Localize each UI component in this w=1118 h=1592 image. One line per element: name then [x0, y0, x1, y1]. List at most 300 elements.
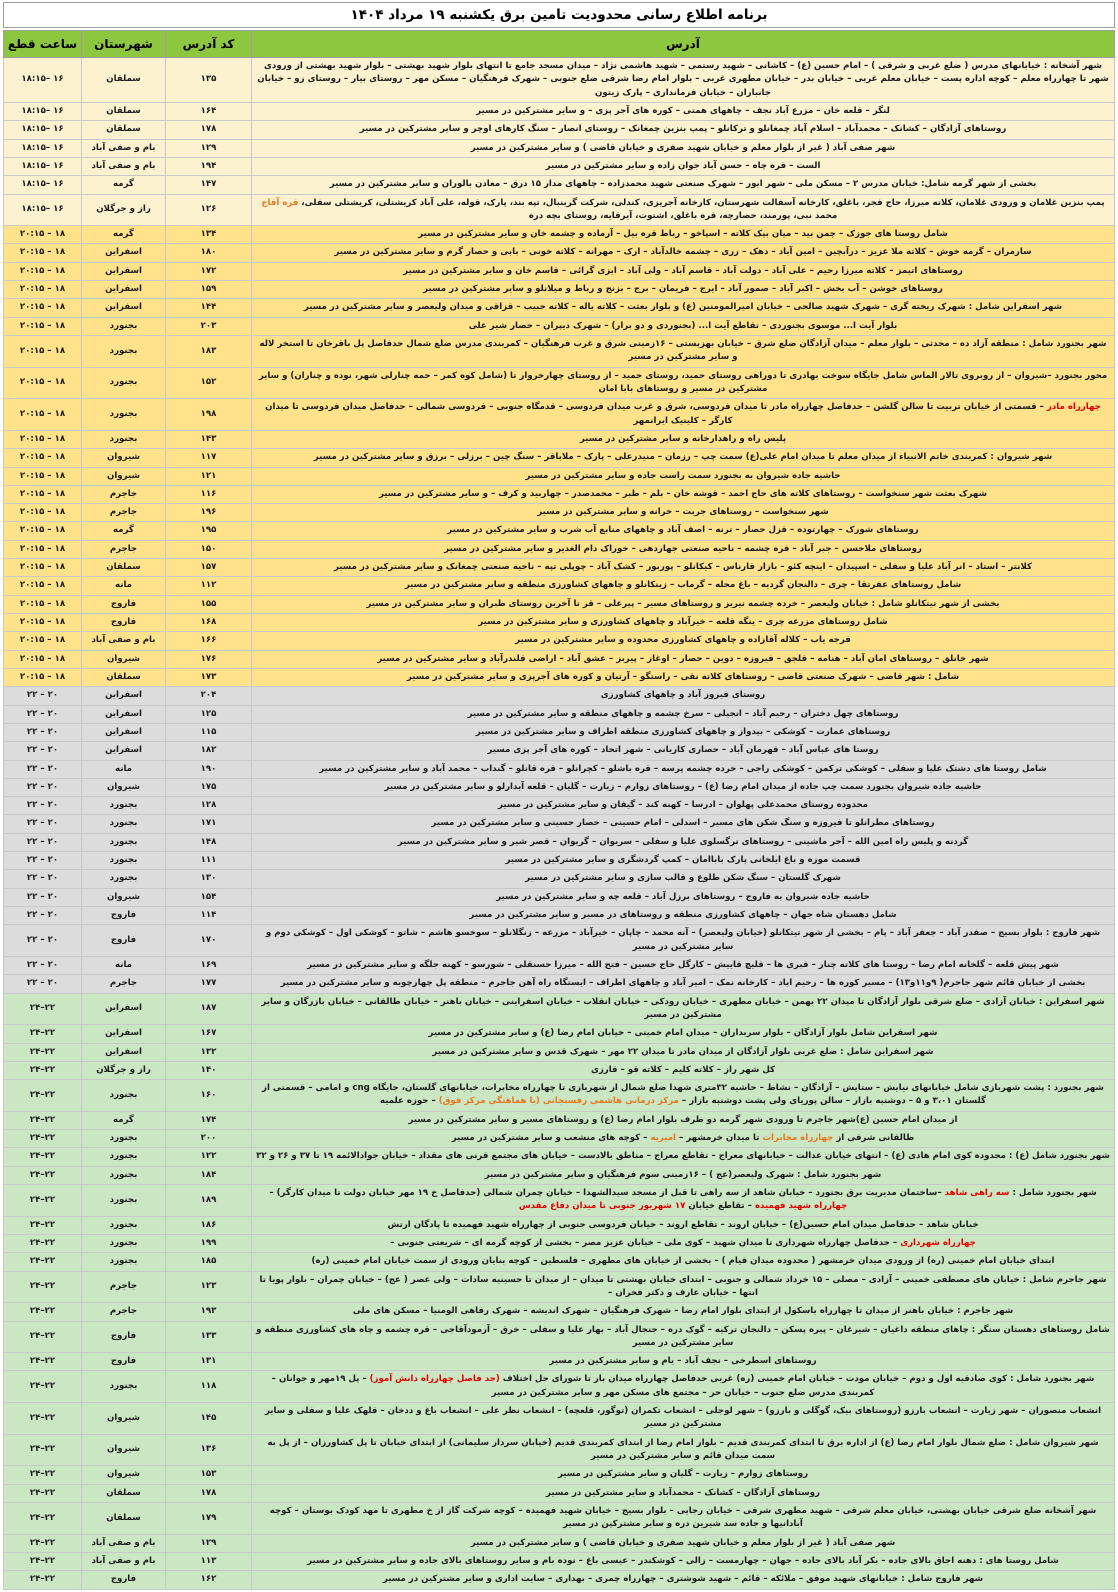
table-row — [4, 559, 1115, 577]
address-cell — [252, 1552, 1115, 1570]
table-row — [4, 852, 1115, 870]
outage-time-cell: ۲۲–۲۴ — [4, 1552, 82, 1570]
county-cell: شیروان — [82, 1434, 166, 1466]
address-cell — [252, 650, 1115, 668]
outage-time-cell: ۲۲–۲۴ — [4, 1185, 82, 1217]
address-code-cell: ۱۳۰ — [166, 870, 252, 888]
outage-time-cell: ۱۸ – ۲۰:۱۵ — [4, 504, 82, 522]
outage-time-cell: ۱۸ – ۲۰:۱۵ — [4, 522, 82, 540]
address-code-cell: ۱۵۰ — [166, 540, 252, 558]
address-code-cell: ۱۶۴ — [166, 102, 252, 120]
address-segment: شهر اسفراین شامل بلوار آزادگان – بلوار سربداران – میدان امام خمینی – خیابان امام رضا (ع) و سایر مشترکین در مسیر — [428, 1028, 938, 1039]
county-cell: فاروج — [82, 1353, 166, 1371]
address-segment: محدوده روستای محمدعلی پهلوان – ادرسا – کهنه کند – گیفان و سایر مشترکین در مسیر — [498, 800, 868, 811]
address-cell — [252, 577, 1115, 595]
outage-time-cell: ۲۲–۲۴ — [4, 1025, 82, 1043]
address-segment: روستاهای اتیمز – کلاته میرزا رحیم – علی آباد – دولت آباد – قاسم آباد – ولی آباد – ایزی گرائی – قاسم خان و سایر مشترکین در مسیر — [403, 265, 963, 276]
county-cell: بام و صفی آباد — [82, 1534, 166, 1552]
address-segment: روستاهای چهل دختران – رحیم آباد – انجیلی – سرخ چشمه و چاههای منطقه و سایر مشترکین در مسیر — [467, 708, 899, 719]
outage-time-cell: ۱۸ – ۲۰:۱۵ — [4, 595, 82, 613]
county-cell: اسفراین — [82, 993, 166, 1025]
table-row — [4, 121, 1115, 139]
address-cell — [252, 194, 1115, 226]
county-cell: فاروج — [82, 595, 166, 613]
address-segment: محور بجنورد –شیروان – از روبروی تالار الماس شامل جایگاه سوخت بهادری تا دوراهی روستای حمید، روستای حمید – از روستای چهارخروار تا (شامل کوه کمر – حمه چنارلی شهر، نوده و چناران) و سایر مشترکین در مسیر و روستاهای بابا امان — [258, 370, 1108, 394]
table-body — [4, 58, 1115, 1590]
address-code-cell: ۱۸۴ — [166, 1166, 252, 1184]
address-code-cell: ۱۶۶ — [166, 632, 252, 650]
outage-time-cell: ۲۲–۲۴ — [4, 1303, 82, 1321]
address-code-cell: ۱۹۴ — [166, 157, 252, 175]
address-code-cell: ۱۳۳ — [166, 1321, 252, 1353]
address-segment: شامل روستاهای دهستان سنگر : چاهای منطقه داغیان – شیرغان – پیره پسکن – دالنجان ترکیه – گوک دره – جنجال آباد – بهار علیا و سفلی – خرق – آرمودآقاجی – قره چشمه و چاه های کشاورزی منطقه و سایر مشترکین در مسیر — [256, 1324, 1110, 1348]
address-code-cell: ۱۹۰ — [166, 760, 252, 778]
table-row — [4, 467, 1115, 485]
address-segment: روستاهای مطرانلو تا فیروزه و سنگ شکن های مسیر – اسدلی – امام حسینی – حصار حسینی و سایر مشترکین در مسیر — [431, 818, 935, 829]
address-code-cell: ۱۷۳ — [166, 668, 252, 686]
table-row — [4, 1271, 1115, 1303]
address-cell — [252, 1353, 1115, 1371]
address-segment: شامل روستا های جوزک – چمن بید – میان بیک کلاته – اسپاخو – رباط قره بیل – آرماده و چشمه خان و سایر مشترکین در مسیر — [418, 229, 948, 240]
address-cell — [252, 888, 1115, 906]
address-cell — [252, 993, 1115, 1025]
address-code-cell: ۱۷۱ — [166, 815, 252, 833]
address-highlight-segment: قره آقاج — [261, 197, 299, 208]
address-segment: شامل روستا های دشتک علیا و سفلی – کوشکی ترکمن – کوشکی راجی – خرده چشمه پرسه – قره باشلو – کچرانلو – قره قانلو – گنداب – محمد آباد و سایر مشترکین در مسیر — [319, 763, 1047, 774]
table-row — [4, 194, 1115, 226]
outage-time-cell: ۱۸ – ۲۰:۱۵ — [4, 467, 82, 485]
outage-time-cell: ۱۶ –۱۸:۱۵ — [4, 194, 82, 226]
outage-time-cell: ۲۲–۲۴ — [4, 993, 82, 1025]
county-cell: مانه — [82, 760, 166, 778]
outage-time-cell: ۲۲–۲۴ — [4, 1321, 82, 1353]
address-cell — [252, 1111, 1115, 1129]
address-segment: روستا های عباس آباد – قهرمان آباد – حصاری کاریانی – شهر اتحاد – کوره های آجر پزی مسیر — [487, 745, 879, 756]
address-cell — [252, 1253, 1115, 1271]
address-code-cell: ۱۲۹ — [166, 139, 252, 157]
table-row — [4, 760, 1115, 778]
outage-time-cell: ۱۶ –۱۸:۱۵ — [4, 157, 82, 175]
table-row — [4, 367, 1115, 399]
address-cell — [252, 1025, 1115, 1043]
outage-time-cell: ۲۲–۲۴ — [4, 1216, 82, 1234]
county-cell: جاجرم — [82, 485, 166, 503]
table-row — [4, 1321, 1115, 1353]
table-row — [4, 687, 1115, 705]
table-row — [4, 504, 1115, 522]
address-cell — [252, 1466, 1115, 1484]
column-header-time: ساعت قطع — [4, 31, 82, 58]
table-row — [4, 1571, 1115, 1589]
address-code-cell: ۱۶۹ — [166, 956, 252, 974]
column-header-county: شهرستان — [82, 31, 166, 58]
address-cell — [252, 614, 1115, 632]
county-cell: بجنورد — [82, 797, 166, 815]
address-cell — [252, 705, 1115, 723]
address-segment: قسمت موزه و باغ ایلخانی پارک باباامان – کمپ گردشگری و سایر مشترکین در مسیر — [505, 855, 861, 866]
address-code-cell: ۱۵۴ — [166, 888, 252, 906]
address-segment: شهر آشخانه : خیابانهای مدرس ( ضلع غربی و شرقی ) – امام حسین (ع) – کاشانی – شهید رستمی – شهید هاشمی نژاد – میدان مسجد جامع تا انتهای بلوار شهید بهشتی – بلوار شهید بهشتی از ورودی شهر تا چهارراه معلم – کوچه اداره پست – خیابان معلم غربی – خیابان بدر – خیابان مطهری غربی – بلوار امام رضا شرقی ضلع جنوبی – شهرک فرهنگیان – مسکن مهر – روستای بیار – روستای زو – خیابان جانباران – خیابان فرمانداری – پارک زیتون — [257, 61, 1109, 98]
county-cell: بجنورد — [82, 833, 166, 851]
address-segment: خیابان شاهد – حدفاصل میدان امام حسین(ع) – خیابان اروند – تقاطع اروند – خیابان فردوسی جنوبی از چهارراه شهید فهمیده تا پادگان ارتش — [387, 1219, 979, 1230]
address-cell — [252, 58, 1115, 103]
address-code-cell: ۱۱۷ — [166, 449, 252, 467]
county-cell: فاروج — [82, 1571, 166, 1589]
table-row — [4, 742, 1115, 760]
county-cell: بام و صفی آباد — [82, 1552, 166, 1570]
county-cell: مانه — [82, 577, 166, 595]
outage-time-cell: ۲۲–۲۴ — [4, 1234, 82, 1252]
address-cell — [252, 336, 1115, 368]
county-cell: بجنورد — [82, 815, 166, 833]
outage-time-cell: ۲۰ – ۲۲ — [4, 956, 82, 974]
county-cell: گرمه — [82, 1111, 166, 1129]
table-row — [4, 1234, 1115, 1252]
address-code-cell: ۱۸۹ — [166, 1185, 252, 1217]
address-segment: شهر صفی آباد ( غیر از بلوار معلم و خیابان شهید صفری و خیابان قاضی ) و سایر مشترکین در مسیر — [470, 142, 896, 153]
address-code-cell: ۱۱۶ — [166, 485, 252, 503]
outage-time-cell: ۱۸ – ۲۰:۱۵ — [4, 226, 82, 244]
county-cell: فاروج — [82, 925, 166, 957]
address-segment: شامل روستاهای عفرتقا – چری – دالنجان گردیه – باغ محله – گرماب – زینکانلو و چاههای کشاورزی منطقه و سایر مشترکین در مسیر — [404, 580, 962, 591]
county-cell: سملقان — [82, 102, 166, 120]
outage-time-cell: ۱۸ – ۲۰:۱۵ — [4, 632, 82, 650]
county-cell: جاجرم — [82, 1303, 166, 1321]
outage-time-cell: ۲۰ – ۲۲ — [4, 815, 82, 833]
outage-time-cell: ۱۸ – ۲۰:۱۵ — [4, 262, 82, 280]
table-row — [4, 139, 1115, 157]
county-cell: شیروان — [82, 778, 166, 796]
address-cell — [252, 1130, 1115, 1148]
address-code-cell: ۱۲۹ — [166, 1534, 252, 1552]
address-segment: شهر پیش قلعه – گلخانه امام رضا – روستا های کلاته چنار – قبری ها – قلیچ قاییش – کارگل حاج حسین – فتح الله – میرزا حسنقلی – شورسو – کهنه جلگه و سایر مشترکین در مسیر — [307, 959, 1059, 970]
address-cell — [252, 244, 1115, 262]
outage-time-cell: ۲۲–۲۴ — [4, 1111, 82, 1129]
address-highlight-segment: (حد فاصل چهارراه دانش آموز) — [369, 1374, 500, 1385]
address-segment: شهر فاروج : بلوار بسیج – صفدر آباد – جعفر آباد – پام – بخشی از شهر تیتکانلو (خیابان ولیعصر) – آنه محمد – چاپان – خیرآباد – مزرعه – زنگلانلو – سوخسو هاشم – شاتو – کوشکی اول – کوشکی دوم و سایر مشترکین در مسیر — [265, 928, 1101, 952]
outage-time-cell: ۱۶ –۱۸:۱۵ — [4, 121, 82, 139]
table-row — [4, 1080, 1115, 1112]
address-highlight-segment: چهارراه مادر — [1046, 402, 1101, 413]
address-cell — [252, 1061, 1115, 1079]
outage-time-cell: ۲۲–۲۴ — [4, 1434, 82, 1466]
address-segment: محمد نبی، پورمند، حصارچه، قره باغلق، اشتوت، آیرقایه، روستای بچه دره — [528, 210, 838, 221]
address-code-cell: ۱۹۶ — [166, 504, 252, 522]
address-cell — [252, 522, 1115, 540]
address-cell — [252, 852, 1115, 870]
address-segment: شهر بجنورد شامل : منطقه آزاد ده – محدثی – بلوار معلم – میدان آزادگان ضلع شرق – خیابان بهزیستی – ۱۶زمینی شرق و غرب فرهنگیان – کمربندی مدرس ضلع شمال حدفاصل پل باقرخان تا استخر لاله و سایر مشترکین در مسیر — [259, 339, 1107, 363]
address-cell — [252, 367, 1115, 399]
address-code-cell: ۱۵۵ — [166, 595, 252, 613]
county-cell: شیروان — [82, 650, 166, 668]
outage-time-cell: ۲۰ – ۲۲ — [4, 760, 82, 778]
county-cell: سملقان — [82, 1502, 166, 1534]
address-segment: شهرک گلستان – سنگ شکن طلوع و قالب سازی و سایر مشترکین در مسیر — [525, 873, 841, 884]
county-cell: بجنورد — [82, 336, 166, 368]
table-row — [4, 317, 1115, 335]
address-code-cell: ۱۲۸ — [166, 797, 252, 815]
address-code-cell: ۱۴۰ — [166, 1061, 252, 1079]
address-segment: شامل دهستان شاه جهان – چاههای کشاورزی منطقه و روستاهای در مسیر و سایر مشترکین در مسیر — [469, 910, 897, 920]
address-cell — [252, 449, 1115, 467]
address-code-cell: ۱۸۲ — [166, 742, 252, 760]
county-cell: بام و صفی آباد — [82, 139, 166, 157]
address-code-cell: ۱۸۷ — [166, 993, 252, 1025]
outage-time-cell: ۱۸ – ۲۰:۱۵ — [4, 650, 82, 668]
county-cell: گرمه — [82, 176, 166, 194]
outage-time-cell: ۱۸ – ۲۰:۱۵ — [4, 577, 82, 595]
address-code-cell: ۱۸۰ — [166, 244, 252, 262]
address-code-cell: ۲۰۳ — [166, 317, 252, 335]
address-cell — [252, 778, 1115, 796]
address-code-cell: ۱۵۹ — [166, 281, 252, 299]
address-cell — [252, 1303, 1115, 1321]
outage-time-cell: ۱۸ – ۲۰:۱۵ — [4, 299, 82, 317]
address-cell — [252, 760, 1115, 778]
county-cell: سملقان — [82, 668, 166, 686]
address-code-cell: ۱۴۳ — [166, 430, 252, 448]
table-row — [4, 1552, 1115, 1570]
address-segment: شهر بجنورد شامل : — [1009, 1188, 1097, 1198]
county-cell: جاجرم — [82, 975, 166, 993]
address-segment: – حوزه علمیه — [380, 1096, 439, 1107]
address-code-cell: ۱۸۶ — [166, 1216, 252, 1234]
address-cell — [252, 559, 1115, 577]
address-code-cell: ۱۹۹ — [166, 1234, 252, 1252]
address-code-cell: ۱۱۳ — [166, 1552, 252, 1570]
outage-time-cell: ۱۶ –۱۸:۱۵ — [4, 139, 82, 157]
address-segment: بخشی از شهر تیتکانلو شامل : خیابان ولیعصر – خرده چشمه نیریز و روستاهای مسیر – پیرعلی – قر تا آخرین روستای طبران و سایر مشترکین در مسیر — [366, 598, 1000, 609]
address-cell — [252, 1571, 1115, 1589]
outage-time-cell: ۲۲–۲۴ — [4, 1043, 82, 1061]
outage-time-cell: ۲۲–۲۴ — [4, 1534, 82, 1552]
address-code-cell: ۱۳۵ — [166, 58, 252, 103]
address-code-cell: ۱۶۰ — [166, 1080, 252, 1112]
county-cell: گرمه — [82, 226, 166, 244]
address-code-cell: ۱۳۴ — [166, 226, 252, 244]
county-cell: فاروج — [82, 1321, 166, 1353]
county-cell: بام و صفی آباد — [82, 157, 166, 175]
address-code-cell: ۱۵۲ — [166, 367, 252, 399]
address-segment: حاشیه جاده شیروان به بجنورد سمت راست جاده و سایر مشترکین در مسیر — [525, 470, 841, 481]
table-row — [4, 336, 1115, 368]
address-cell — [252, 176, 1115, 194]
address-code-cell: ۱۱۲ — [166, 577, 252, 595]
outage-time-cell: ۲۲–۲۴ — [4, 1271, 82, 1303]
address-segment: – پل ۱۹مهر و جوانان – کمربندی مدرس ضلع جنوب – خیابان حر – مجتمع های مسکن مهر و سایر مشترکین در مسیر — [271, 1374, 875, 1398]
table-row — [4, 1534, 1115, 1552]
table-row — [4, 577, 1115, 595]
table-row — [4, 1403, 1115, 1435]
county-cell: شیروان — [82, 449, 166, 467]
table-row — [4, 993, 1115, 1025]
outage-time-cell: ۲۲–۲۴ — [4, 1130, 82, 1148]
county-cell: اسفراین — [82, 299, 166, 317]
table-row — [4, 1130, 1115, 1148]
table-row — [4, 925, 1115, 957]
address-segment: شهر شیروان : کمربندی خاتم الانبیاء از میدان معلم تا میدان امام علی(ع) سمت چپ – رزمان – منیدرعلی – پارک – ملاباقر – سنگ چین – برزلی – برزق و سایر مشترکین در مسیر — [313, 452, 1053, 463]
address-cell — [252, 281, 1115, 299]
address-cell — [252, 1403, 1115, 1435]
outage-time-cell: ۲۲–۲۴ — [4, 1353, 82, 1371]
address-segment: روستای فیروز آباد و چاههای کشاورزی — [600, 690, 766, 701]
county-cell: سملقان — [82, 1484, 166, 1502]
table-row — [4, 1502, 1115, 1534]
county-cell: اسفراین — [82, 262, 166, 280]
address-segment: شهر صفی آباد ( غیر از بلوار معلم و خیابان شهید صفری و خیابان قاضی ) و سایر مشترکین در مسیر — [470, 1537, 896, 1548]
county-cell: بجنورد — [82, 317, 166, 335]
address-cell — [252, 687, 1115, 705]
table-row — [4, 870, 1115, 888]
county-cell: بجنورد — [82, 430, 166, 448]
address-segment: الست – قره چاه – حسن آباد جوان زاده و سایر مشترکین در مسیر — [545, 160, 821, 171]
address-cell — [252, 102, 1115, 120]
table-row — [4, 58, 1115, 103]
table-row — [4, 1466, 1115, 1484]
outage-time-cell: ۲۰ – ۲۲ — [4, 870, 82, 888]
address-cell — [252, 815, 1115, 833]
address-code-cell: ۱۳۱ — [166, 1353, 252, 1371]
county-cell: اسفراین — [82, 244, 166, 262]
address-cell — [252, 956, 1115, 974]
address-highlight-segment: چهارراه مخابرات — [762, 1133, 834, 1144]
address-segment: شامل : شهر قاضی – شهرک صنعتی قاضی – روستاهای کلاته نقی – راستگو – آرتیان و کوره های آجرپزی و سایر مشترکین در مسیر — [406, 671, 960, 682]
address-code-cell: ۱۹۵ — [166, 522, 252, 540]
address-segment: روستاهای زوارم – زیارت – گلیان و سایر مشترکین در مسیر — [557, 1469, 809, 1480]
outage-time-cell: ۱۸ – ۲۰:۱۵ — [4, 614, 82, 632]
address-highlight-segment: چهارراه شهید فهمیده — [754, 1201, 848, 1212]
address-segment: پمپ بنزین غلامان و ورودی غلامان، کلاته میرزا، حاج فجر، باغلق، کارخانه آسفالت شهرستان، کارخانه آجریزی، کندلی، شرکت گرینبال، تپه بند، پارک، قوله، علی آباد کریشتلی، کریشتلی سفلی، — [298, 197, 1105, 208]
address-cell — [252, 262, 1115, 280]
address-segment: روستاهای شورک – چهارتوده – قزل حصار – ترنه – اصف آباد و چاههای منابع آب شرب و سایر مشترکین در مسیر — [447, 525, 919, 536]
address-segment: کل شهر راز – کلاته کلیم – کلاته قو – قارزی — [590, 1064, 776, 1075]
table-row — [4, 614, 1115, 632]
table-row — [4, 632, 1115, 650]
address-code-cell: ۱۹۸ — [166, 399, 252, 431]
address-segment: روستاهای خوشن – آب بخش – اکبر آباد – صمور آباد – ایرج – فریمان – برج – بزنج و رباط و میلانلو و سایر مشترکین در مسیر — [423, 284, 943, 295]
table-row — [4, 299, 1115, 317]
outage-time-cell: ۲۰ – ۲۲ — [4, 705, 82, 723]
outage-time-cell: ۱۸ – ۲۰:۱۵ — [4, 336, 82, 368]
address-cell — [252, 1434, 1115, 1466]
address-cell — [252, 157, 1115, 175]
outage-time-cell: ۱۸ – ۲۰:۱۵ — [4, 449, 82, 467]
county-cell: بجنورد — [82, 1166, 166, 1184]
address-highlight-segment: مرکز درمانی هاشمی رفسنجانی (با هماهنگی مرکز فوق) — [438, 1096, 679, 1107]
table-row — [4, 102, 1115, 120]
address-cell — [252, 1080, 1115, 1112]
address-code-cell: ۱۷۸ — [166, 1484, 252, 1502]
county-cell: بجنورد — [82, 1130, 166, 1148]
address-cell — [252, 121, 1115, 139]
address-code-cell: ۱۴۷ — [166, 176, 252, 194]
address-segment: بخشی از خیابان قائم شهر جاجرم( ۹و۱۱و۱۳) – مسیر کوره ها – رحیم اباد – کارخانه نمک – امیر آباد و چاههای اطراف – ایستگاه راه آهن جاجرم – منطقه پل چهارچوبه و سایر مشترکین در مسیر — [280, 978, 1086, 989]
address-segment: شهر بجنورد شامل : شهرک ولیعصر(عج ) – ۱۶زمینی سوم فرهنگیان و سایر مشترکین در مسیر — [484, 1169, 882, 1180]
address-segment: شهر اسفراین : خیابان آزادی – ضلع شرقی بلوار آزادگان تا میدان ۲۲ بهمن – خیابان مطهری – خیابان رودکی – خیابان انقلاب – خیابان اسفراینی – خیابان باهنر – خیابان طالقانی – خیابان بازرگان و سایر مشترکین در مسیر — [261, 996, 1105, 1020]
address-code-cell: ۱۴۸ — [166, 833, 252, 851]
address-code-cell: ۱۸۳ — [166, 336, 252, 368]
address-code-cell: ۱۶۷ — [166, 1025, 252, 1043]
address-cell — [252, 399, 1115, 431]
address-segment: شهر شیروان شامل : ضلع شمال بلوار امام رضا (ع) از اداره برق تا ابتدای کمربندی قدیم – بلوار امام رضا از ابتدای کمربندی قدیم (خیابان سردار سلیمانی) از ابتدای خیابان تا پل کشاورزان – از پل به سمت میدان قائم و سایر مشترکین در مسیر — [267, 1437, 1099, 1461]
county-cell: فاروج — [82, 614, 166, 632]
address-cell — [252, 975, 1115, 993]
page-title: برنامه اطلاع رسانی محدودیت تامین برق یکشنبه ۱۹ مرداد ۱۴۰۴ — [3, 2, 1115, 28]
outage-time-cell: ۱۶ –۱۸:۱۵ — [4, 58, 82, 103]
table-row — [4, 281, 1115, 299]
address-segment: پلیس راه و راهدارخانه و سایر مشترکین در مسیر — [579, 433, 787, 444]
table-row — [4, 650, 1115, 668]
address-code-cell: ۱۱۵ — [166, 723, 252, 741]
address-segment: تا میدان خرمشهر – — [676, 1133, 763, 1144]
outage-time-cell: ۲۲–۲۴ — [4, 1253, 82, 1271]
address-code-cell: ۱۵۳ — [166, 1466, 252, 1484]
address-code-cell: ۱۲۵ — [166, 705, 252, 723]
outage-time-cell: ۲۰ – ۲۲ — [4, 975, 82, 993]
address-segment: –ساختمان مدیریت برق بجنورد – خیابان شاهد از سه راهی تا قبل از مسجد سیدالشهدا – خیابان چمران شمالی (حدفاصل خ ۱۹ مهر خیابان دولت تا میدان کارگر) – — [269, 1188, 945, 1198]
address-highlight-segment: ۱۷ شهریور جنوبی تا میدان دفاع مقدس — [518, 1201, 686, 1212]
county-cell: فاروج — [82, 907, 166, 925]
outage-time-cell: ۱۸ – ۲۰:۱۵ — [4, 281, 82, 299]
table-row — [4, 815, 1115, 833]
table-row — [4, 797, 1115, 815]
county-cell: بجنورد — [82, 1185, 166, 1217]
address-segment: شهر بجنورد شامل (ع) : محدوده کوی امام هادی (ع) – انتهای خیابان عدالت – خیابانهای معراج – تقاطع معراج – مناطق بالادست – خیابان های مجتمع قرنی های مقداد – خیابان جوادالائمه ۱۹ تا ۳۷ و ۲۶ و ۳۲ — [256, 1151, 1110, 1162]
address-code-cell: ۱۸۵ — [166, 1253, 252, 1271]
table-row — [4, 1043, 1115, 1061]
address-segment: بخشی از شهر گرمه شامل: خیابان مدرس ۲ – مسکن ملی – شهر ایور – شهرک صنعتی شهید محمدزاده – چاههای مدار ۱۵ درق – معادن بالوران و سایر مشترکین در مسیر — [329, 179, 1037, 190]
outage-time-cell: ۲۲–۲۴ — [4, 1484, 82, 1502]
address-segment: کلانتر – استاد – انر آباد علیا و سفلی – اسپیدان – اینچه کئو – بازار قارناس – کیکانلو – پوربور – کشک آباد – چوپلی تپه – ناحیه صنعتی چمغانک و سایر مشترکین در مسیر — [333, 562, 1033, 573]
outage-time-cell: ۲۲–۲۴ — [4, 1502, 82, 1534]
outage-time-cell: ۲۰ – ۲۲ — [4, 742, 82, 760]
outage-time-cell: ۱۸ – ۲۰:۱۵ — [4, 668, 82, 686]
county-cell: بجنورد — [82, 1253, 166, 1271]
table-row — [4, 975, 1115, 993]
county-cell: بجنورد — [82, 1371, 166, 1403]
address-code-cell: ۱۳۶ — [166, 1434, 252, 1466]
outage-time-cell: ۱۸ – ۲۰:۱۵ — [4, 317, 82, 335]
county-cell: بجنورد — [82, 1216, 166, 1234]
address-cell — [252, 925, 1115, 957]
address-segment: شهر سنخواست – روستاهای جربت – خرانه و سایر مشترکین در مسیر — [537, 507, 829, 518]
outage-table — [3, 30, 1115, 1590]
address-code-cell: ۱۱۱ — [166, 852, 252, 870]
address-code-cell: ۱۲۲ — [166, 1148, 252, 1166]
county-cell: اسفراین — [82, 742, 166, 760]
table-row — [4, 1371, 1115, 1403]
address-cell — [252, 1043, 1115, 1061]
county-cell: بام و صفی آباد — [82, 632, 166, 650]
address-segment: شامل روستاهای مزرعه چری – ینگه قلعه – خیرآباد و چاههای کشاورزی و سایر مشترکین در مسیر — [478, 617, 888, 627]
address-highlight-segment: چهارراه شهرداری — [900, 1237, 976, 1248]
outage-time-cell: ۱۸ – ۲۰:۱۵ — [4, 367, 82, 399]
address-code-cell: ۱۹۳ — [166, 1303, 252, 1321]
column-header-address: آدرس — [252, 31, 1115, 58]
table-row — [4, 449, 1115, 467]
county-cell: شیروان — [82, 1466, 166, 1484]
table-row — [4, 430, 1115, 448]
outage-time-cell: ۲۲–۲۴ — [4, 1371, 82, 1403]
address-segment: شهر بجنورد شامل : کوی صادقیه اول و دوم – خیابان مودت – خیابان امام خمینی (ره) غربی حدفاصل چهارراه میدان بار تا شورای حل اختلاف — [499, 1374, 1095, 1385]
address-code-cell: ۱۱۴ — [166, 907, 252, 925]
county-cell: جاجرم — [82, 540, 166, 558]
outage-time-cell: ۲۰ – ۲۲ — [4, 778, 82, 796]
address-segment: شهر خانلق – روستاهای امان آباد – هنامه – قلجق – فیروزه – دوین – حصار – اوغاز – پیربز – عشق آباد – اراضی قلندرآباد و سایر مشترکین در مسیر — [377, 653, 989, 664]
address-cell — [252, 504, 1115, 522]
outage-time-cell: ۱۸ – ۲۰:۱۵ — [4, 559, 82, 577]
table-row — [4, 668, 1115, 686]
